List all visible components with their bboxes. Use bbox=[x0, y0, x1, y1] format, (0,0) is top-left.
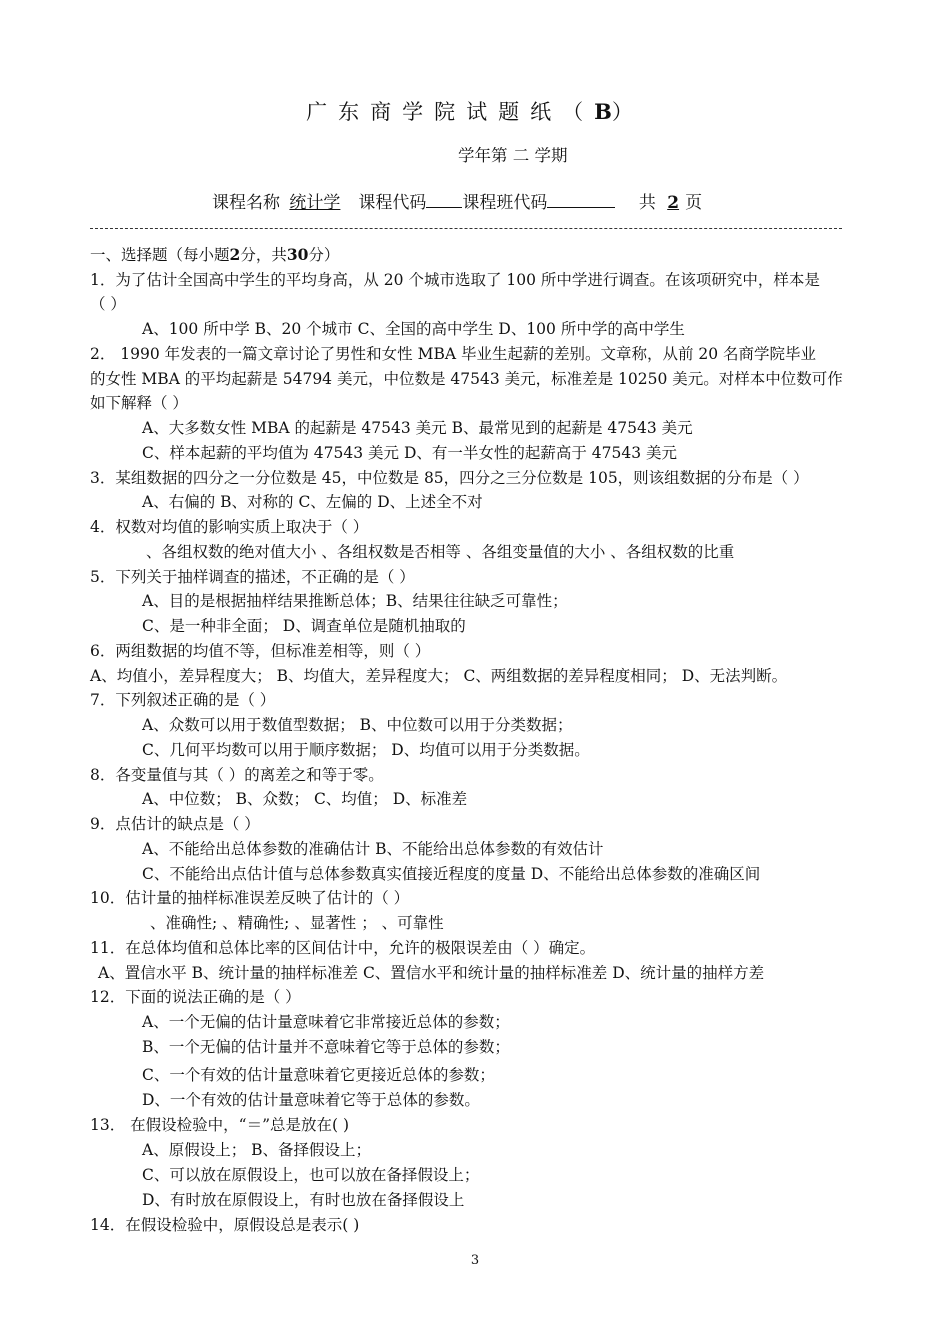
section-per-score: 2 bbox=[229, 245, 241, 264]
class-code-label: 课程班代码 bbox=[462, 193, 548, 213]
question-line: 11．在总体均值和总体比率的区间估计中，允许的极限误差由（ ）确定。 bbox=[90, 939, 596, 957]
option-line: A、一个无偏的估计量意味着它非常接近总体的参数； bbox=[142, 1013, 510, 1031]
title-close: ） bbox=[611, 100, 644, 124]
class-code-blank bbox=[547, 191, 615, 208]
option-line: A、目的是根据抽样结果推断总体；B、结果往往缺乏可靠性； bbox=[142, 592, 568, 610]
question-line: 8．各变量值与其（ ）的离差之和等于零。 bbox=[90, 766, 384, 784]
course-code-blank bbox=[426, 191, 462, 208]
pages-label: 共 bbox=[638, 193, 656, 213]
option-line: C、可以放在原假设上，也可以放在备择假设上； bbox=[142, 1166, 480, 1184]
question-line: 12．下面的说法正确的是（ ） bbox=[90, 988, 301, 1006]
header-divider bbox=[90, 228, 842, 229]
option-line: B、一个无偏的估计量并不意味着它等于总体的参数； bbox=[142, 1038, 510, 1056]
question-line: 2． 1990 年发表的一篇文章讨论了男性和女性 MBA 毕业生起薪的差别。文章称，从前 20 名商学院毕业 bbox=[90, 345, 817, 363]
pages-unit: 页 bbox=[685, 193, 703, 213]
title-code: B bbox=[594, 99, 612, 124]
question-line: 3．某组数据的四分之一分位数是 45，中位数是 85，四分之三分位数是 105，则该组数据的分布是（ ） bbox=[90, 469, 809, 487]
option-line: A、不能给出总体参数的准确估计 B、不能给出总体参数的有效估计 bbox=[142, 840, 604, 858]
pages-count: 2 bbox=[667, 193, 680, 213]
question-line: 7．下列叙述正确的是（ ） bbox=[90, 691, 276, 709]
course-code-label: 课程代码 bbox=[358, 193, 427, 213]
question-line: 10．估计量的抽样标准误差反映了估计的（ ） bbox=[90, 889, 410, 907]
title-text: 广东商学院试题纸（ bbox=[306, 100, 595, 124]
option-line: A、原假设上； B、备择假设上； bbox=[142, 1141, 372, 1159]
question-line: （ ） bbox=[90, 295, 126, 313]
question-line: 如下解释（ ） bbox=[90, 394, 188, 412]
question-line: 6．两组数据的均值不等，但标准差相等，则（ ） bbox=[90, 642, 431, 660]
course-label: 课程名称 bbox=[212, 193, 280, 213]
option-line: D、一个有效的估计量意味着它等于总体的参数。 bbox=[142, 1091, 480, 1109]
course-info bbox=[212, 188, 702, 213]
section-heading bbox=[90, 245, 339, 265]
course-name: 统计学 bbox=[289, 193, 341, 213]
option-line: C、不能给出点估计值与总体参数真实值接近程度的度量 D、不能给出总体参数的准确区间 bbox=[142, 865, 761, 883]
page-number: 3 bbox=[470, 1253, 480, 1268]
option-line: A、置信水平 B、统计量的抽样标准差 C、置信水平和统计量的抽样标准差 D、统计量的抽样方差 bbox=[98, 964, 765, 982]
question-line: 的女性 MBA 的平均起薪是 54794 美元，中位数是 47543 美元，标准差是 10250 美元。对样本中位数可作 bbox=[90, 370, 843, 388]
section-prefix: 一、选择题（每小题 bbox=[90, 246, 230, 264]
question-line: 9．点估计的缺点是（ ） bbox=[90, 815, 260, 833]
option-line: D、有时放在原假设上，有时也放在备择假设上 bbox=[142, 1191, 465, 1209]
term-line: 学年第 二 学期 bbox=[458, 146, 568, 165]
question-line: 14．在假设检验中，原假设总是表示( ) bbox=[90, 1216, 360, 1234]
option-line: C、样本起薪的平均值为 47543 美元 D、有一半女性的起薪高于 47543 美元 bbox=[142, 444, 678, 462]
question-line: 1．为了估计全国高中学生的平均身高，从 20 个城市选取了 100 所中学进行调查。在该项研究中，样本是 bbox=[90, 271, 820, 289]
option-line: A、中位数； B、众数； C、均值； D、标准差 bbox=[142, 790, 468, 808]
question-line: 5．下列关于抽样调查的描述，不正确的是（ ） bbox=[90, 568, 415, 586]
page-title bbox=[0, 96, 950, 126]
option-line: A、右偏的 B、对称的 C、左偏的 D、上述全不对 bbox=[142, 493, 483, 511]
option-line: C、一个有效的估计量意味着它更接近总体的参数； bbox=[142, 1066, 495, 1084]
option-line: A、均值小，差异程度大； B、均值大，差异程度大； C、两组数据的差异程度相同； D、无法判断。 bbox=[90, 667, 788, 685]
option-line: A、100 所中学 B、20 个城市 C、全国的高中学生 D、100 所中学的高中学生 bbox=[142, 320, 685, 338]
option-line: C、是一种非全面； D、调查单位是随机抽取的 bbox=[142, 617, 466, 635]
option-line: 、各组权数的绝对值大小 、各组权数是否相等 、各组变量值的大小 、各组权数的比重 bbox=[146, 543, 735, 561]
question-line: 4．权数对均值的影响实质上取决于（ ） bbox=[90, 518, 369, 536]
section-suffix: 分） bbox=[308, 246, 340, 264]
question-line: 13． 在假设检验中，“＝”总是放在( ) bbox=[90, 1116, 350, 1134]
section-mid: 分，共 bbox=[240, 246, 287, 264]
option-line: 、准确性; 、精确性; 、显著性 ； 、可靠性 bbox=[150, 914, 444, 932]
option-line: C、几何平均数可以用于顺序数据； D、均值可以用于分类数据。 bbox=[142, 741, 590, 759]
option-line: A、众数可以用于数值型数据； B、中位数可以用于分类数据； bbox=[142, 716, 573, 734]
section-total: 30 bbox=[286, 245, 309, 264]
option-line: A、大多数女性 MBA 的起薪是 47543 美元 B、最常见到的起薪是 47543 美元 bbox=[142, 419, 693, 437]
